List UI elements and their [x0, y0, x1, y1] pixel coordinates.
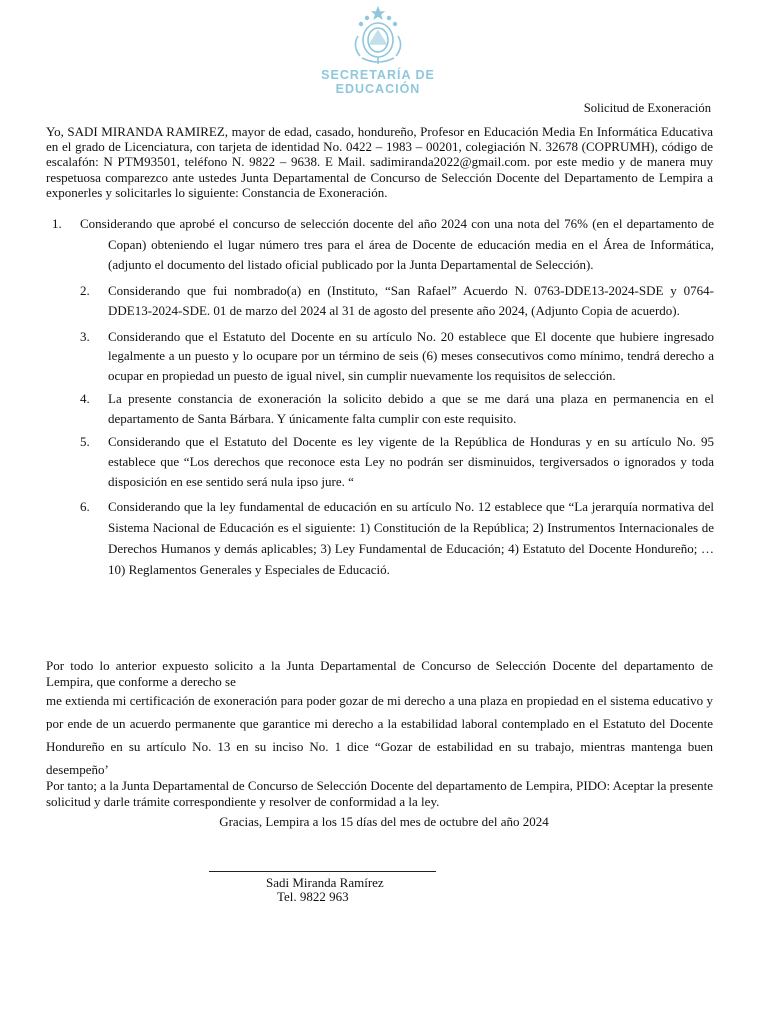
- intro-paragraph: Yo, SADI MIRANDA RAMIREZ, mayor de edad, casado, hondureño, Profesor en Educación Media En Informática Educativa en el grado de Licenciatura, con tarjeta de identidad No. 0422 – 1983 – 00201, colegiación N. 32678 (COPRUMH), código de escalafón: N PTM93501, teléfono N. 9822 – 9638. E Mail. sadimiranda2022@gmail.com. por este medio y de manera muy respetuosa comparezco ante ustedes Junta Departamental de Concurso de Selección Docente del Departamento de Lempira a exponerles y solicitarles lo siguiente: Constancia de Exoneración.: [46, 124, 713, 200]
- list-item: [0, 432, 714, 492]
- document-title: Solicitud de Exoneración: [583, 101, 711, 115]
- list-item: 1. Considerando que aprobé el concurso de selección docente del año 2024 con una nota del 76% (en el departamento de Copan) obteniendo el lugar número tres para el área de Docente de educación media en el Área de Informática, (adjunto el documento del listado oficial publicado por la Junta Departamental de Selección).: [52, 216, 714, 272]
- closing-paragraph-3: Por tanto; a la Junta Departamental de Concurso de Selección Docente del departamento de Lempira, PIDO: Aceptar la presente solicitud y darle trámite correspondiente y resolver de conformidad a la ley.: [46, 778, 713, 809]
- list-item: [0, 389, 714, 428]
- signature-phone: Tel. 9822 963: [277, 889, 349, 904]
- considerations-list: [0, 214, 714, 580]
- item-text: Considerando que el Estatuto del Docente en su artículo No. 20 establece que El docente que hubiere ingresado legalmente a un puesto y lo ocupare por un término de seis (6) meses consecutivos como mínimo, tendrá derecho a ocupar en propiedad un puesto de igual nivel, sin cumplir nuevamente los requisitos de selección.: [108, 328, 714, 383]
- signature-name: Sadi Miranda Ramírez: [266, 875, 384, 890]
- item-number: 5.: [80, 434, 90, 449]
- item-text: Considerando que aprobé el concurso de selección docente del año 2024 con una nota del 76% (en el departamento de Copan) obteniendo el lugar número tres para el área de Docente de educación media en el Área de Informática, (adjunto el documento del listado oficial publicado por la Junta Departamental de Selección).: [80, 216, 714, 272]
- coat-of-arms-icon: [348, 6, 408, 68]
- item-number: 3.: [80, 328, 90, 344]
- logo-text-line-2: EDUCACIÓN: [335, 82, 421, 96]
- secretaria-logo: [318, 6, 438, 96]
- item-text: Considerando que la ley fundamental de educación en su artículo No. 12 establece que “La jerarquía normativa del Sistema Nacional de Educación es el siguiente: 1) Constitución de la República; 2) Instrumentos Internacionales de Derechos Humanos y demás aplicables; 3) Ley Fundamental de Educación; 4) Estatuto del Docente Hondureño; … 10) Reglamentos Generales y Especiales de Educació.: [108, 499, 714, 577]
- list-item: [0, 327, 714, 386]
- item-text: La presente constancia de exoneración la solicito debido a que se me dará una plaza en permanencia en el departamento de Santa Bárbara. Y únicamente falta cumplir con este requisito.: [108, 391, 714, 426]
- item-text: Considerando que fui nombrado(a) en (Instituto, “San Rafael” Acuerdo N. 0763-DDE13-2024-SDE y 0764-DDE13-2024-SDE. 01 de marzo del 2024 al 31 de agosto del presente año 2024, (Adjunto Copia de acuerdo).: [108, 282, 714, 318]
- logo-text-line-1: SECRETARÍA DE: [321, 68, 435, 82]
- item-number: 4.: [80, 391, 90, 406]
- item-number: 2.: [80, 282, 90, 298]
- closing-paragraph-1: Por todo lo anterior expuesto solicito a la Junta Departamental de Concurso de Selección Docente del departamento de Lempira, que conforme a derecho se: [46, 658, 713, 689]
- item-text: Considerando que el Estatuto del Docente es ley vigente de la República de Honduras y en su artículo No. 95 establece que “Los derechos que reconoce esta Ley no podrán ser disminuidos, tergiversados o ignorados y toda disposición en ese sentido será nula ipso jure. “: [108, 434, 714, 489]
- list-item: [0, 281, 714, 322]
- item-number: 6.: [80, 499, 90, 514]
- closing-thanks: Gracias, Lempira a los 15 días del mes de octubre del año 2024: [219, 814, 549, 829]
- closing-paragraph-2: me extienda mi certificación de exoneración para poder gozar de mi derecho a una plaza en propiedad en el sistema educativo y por ende de un acuerdo permanente que garantice mi derecho a la estabilidad laboral contemplado en el Estatuto del Docente Hondureño en su artículo No. 13 en su inciso No. 1 dice “Gozar de estabilidad en su trabajo, mientras mantenga buen desempeño’: [46, 693, 713, 777]
- list-item: [0, 496, 714, 580]
- signature-line: [209, 871, 436, 872]
